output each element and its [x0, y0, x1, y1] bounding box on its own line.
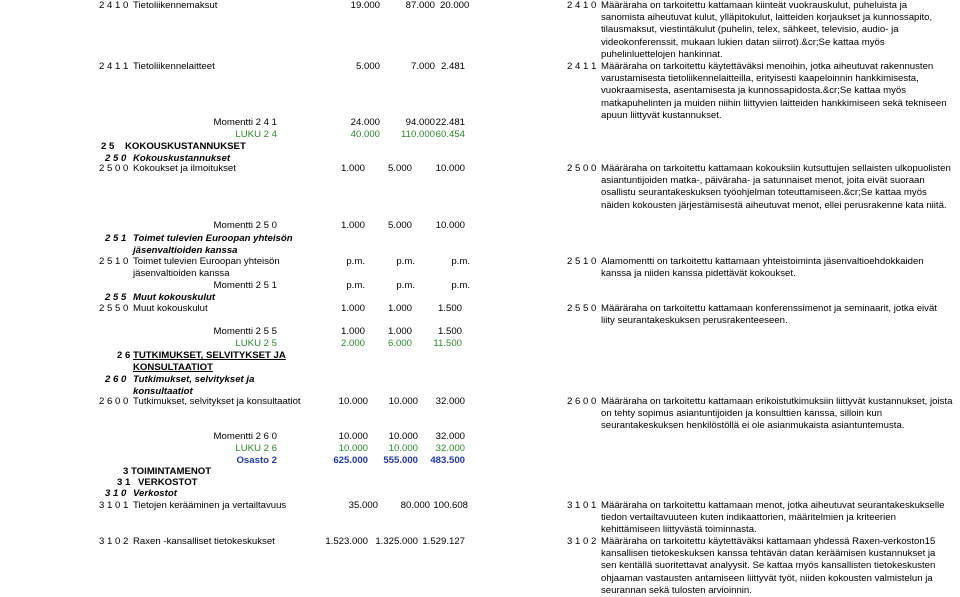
luku-label: LUKU 2 6 [235, 443, 277, 454]
luku-value-2: 10.000 [388, 443, 418, 454]
value-3: 32.000 [435, 396, 465, 407]
luku-value-3: 60.454 [435, 129, 465, 140]
section-heading: KOKOUSKUSTANNUKSET [125, 141, 246, 152]
value-3: 20.000 [440, 0, 470, 11]
total-value-1: 1.000 [340, 326, 365, 337]
subsection-heading: Verkostot [133, 488, 177, 499]
luku-value-3: 11.500 [433, 338, 462, 349]
value-2: 7.000 [410, 61, 435, 72]
value-1: p.m. [346, 256, 365, 267]
osasto-label: Osasto 2 [236, 455, 277, 466]
row-name: Muut kokouskulut [133, 303, 208, 314]
total-value-3: 32.000 [435, 431, 465, 442]
value-3: 2.481 [440, 61, 465, 72]
row-description: Määräraha on tarkoitettu kattamaan konferenssimenot ja seminaarit, jotka eivät liity seurantakeskuksen perusrakenteeseen. [601, 303, 937, 327]
desc-code: 2 5 5 0 [567, 303, 597, 314]
luku-value-3: 32.000 [435, 443, 465, 454]
total-value-1: 1.000 [340, 220, 365, 231]
section-heading: TOIMINTAMENOT [131, 466, 212, 477]
value-1: 35.000 [348, 500, 378, 511]
total-value-2: p.m. [396, 280, 415, 291]
value-1: 10.000 [338, 396, 368, 407]
value-2: 80.000 [400, 500, 430, 511]
value-1: 1.000 [340, 163, 365, 174]
momentti-label: Momentti 2 5 0 [213, 220, 277, 231]
value-1: 1.523.000 [325, 536, 368, 547]
desc-code: 3 1 0 2 [567, 536, 597, 547]
total-value-3: 1.500 [437, 326, 462, 337]
subsection-heading: Toimet tulevien Euroopan yhteisön jäsenvaltioiden kanssa [133, 233, 293, 257]
value-2: 87.000 [405, 0, 435, 11]
value-2: p.m. [396, 256, 415, 267]
momentti-label: Momentti 2 5 1 [213, 280, 277, 291]
row-code: 2 6 0 0 [99, 396, 129, 407]
value-2: 1.325.000 [375, 536, 418, 547]
total-value-1: 24.000 [350, 117, 380, 128]
value-3: p.m. [451, 256, 470, 267]
value-1: 19.000 [350, 0, 380, 11]
subsection-heading: Tutkimukset, selvitykset ja konsultaatiot [133, 374, 255, 398]
osasto-value-1: 625.000 [333, 455, 368, 466]
row-name: Tietoliikennemaksut [133, 0, 218, 11]
total-value-1: p.m. [346, 280, 365, 291]
row-code: 2 4 1 0 [99, 0, 129, 11]
desc-code: 3 1 0 1 [567, 500, 597, 511]
subsection-code: 3 1 0 [105, 488, 127, 499]
value-3: 10.000 [435, 163, 465, 174]
total-value-2: 94.000 [405, 117, 435, 128]
desc-code: 2 5 1 0 [567, 256, 597, 267]
subsection-code: 2 5 0 [105, 153, 127, 164]
desc-code: 2 5 0 0 [567, 163, 597, 174]
total-value-1: 10.000 [338, 431, 368, 442]
section-code: 3 [123, 466, 129, 477]
luku-value-2: 110.000 [401, 129, 435, 140]
value-2: 5.000 [387, 163, 412, 174]
desc-code: 2 4 1 1 [567, 61, 597, 72]
section-code: 3 1 [117, 477, 131, 488]
row-description: Määräraha on tarkoitettu kattamaan menot, jotka aiheutuvat seurantakeskukselle tiedon vertailtavuuteen kuten indikaattorien, määritelmien ja kriteerien kehittämiseen liittyvästä toiminnasta. [601, 500, 945, 536]
luku-label: LUKU 2 4 [235, 129, 277, 140]
row-code: 3 1 0 1 [99, 500, 129, 511]
luku-value-1: 10.000 [338, 443, 368, 454]
row-code: 2 4 1 1 [99, 61, 129, 72]
subsection-code: 2 6 0 [105, 374, 127, 385]
value-3: 1.500 [437, 303, 462, 314]
desc-code: 2 4 1 0 [567, 0, 597, 11]
luku-value-2: 6.000 [387, 338, 412, 349]
osasto-value-2: 555.000 [383, 455, 418, 466]
osasto-value-3: 483.500 [430, 455, 465, 466]
row-description: Määräraha on tarkoitettu kattamaan kiinteät vuokrauskulut, puheluista ja sanomista aiheutuvat kulut, ylläpitokulut, laitteiden korjaukset ja kunnossapito, tilausmaksut, viestintäkulut (puhelin, telex, sähkeet, televisio, audio- ja videokonferenssit, mukaan lukien datan siirrot).&cr;Se kattaa myös puhelinluettelojen hankinnat. [601, 0, 933, 60]
row-description: Määräraha on tarkoitettu kattamaan kokouksiin kutsuttujen sellaisten ulkopuolisten asiantuntijoiden matka-, päiväraha- ja satunnaiset menot, joita eivät suoraan osallistu seurantakeskuksen työohjelman toteuttamiseen.&cr;Se kattaa myös näiden kokousten järjestämisestä aiheutuvat menot, ellei perusrakenne kata niitä. [601, 163, 951, 211]
value-1: 5.000 [355, 61, 380, 72]
luku-label: LUKU 2 5 [235, 338, 277, 349]
row-name: Tutkimukset, selvitykset ja konsultaatiot [133, 396, 301, 407]
momentti-label: Momentti 2 4 1 [213, 117, 277, 128]
row-description: Määräraha on tarkoitettu käytettäväksi menoihin, jotka aiheutuvat rakennusten varustamisesta tietoliikennelaitteilla, erityisesti kaapeloinnin hankkimisesta, vuokraamisesta, asentamisesta ja kunnossapidosta.&cr;Se kattaa myös matkapuhelinten ja muiden niihin liittyvien laitteiden hankkimiseen sekä tekniseen apuun liittyvät kustannukset. [601, 61, 947, 121]
momentti-label: Momentti 2 5 5 [213, 326, 277, 337]
row-name: Tietojen kerääminen ja vertailtavuus [133, 500, 287, 511]
row-name: Raxen -kansalliset tietokeskukset [133, 536, 275, 547]
total-value-3: 22.481 [435, 117, 465, 128]
total-value-3: p.m. [451, 280, 470, 291]
section-heading: VERKOSTOT [138, 477, 198, 488]
value-3: 100.608 [433, 500, 468, 511]
row-name: Toimet tulevien Euroopan yhteisön jäsenvaltioiden kanssa [133, 256, 280, 280]
subsection-code: 2 5 1 [105, 233, 127, 244]
total-value-2: 5.000 [387, 220, 412, 231]
row-name: Kokoukset ja ilmoitukset [133, 163, 236, 174]
section-code: 2 5 [101, 141, 115, 152]
subsection-heading: Muut kokouskulut [133, 292, 216, 303]
value-2: 10.000 [388, 396, 418, 407]
row-code: 2 5 5 0 [99, 303, 129, 314]
subsection-code: 2 5 5 [105, 292, 127, 303]
row-name: Tietoliikennelaitteet [133, 61, 215, 72]
row-description: Määräraha on tarkoitettu kattamaan erikoistutkimuksiin liittyvät kustannukset, joista on tehty sopimus asiantuntijoiden ja konsulttien kanssa, silloin kun seurantakeskuksen henkilöstöllä ei ole asianmukaista asiantuntemusta. [601, 396, 953, 432]
luku-value-1: 40.000 [350, 129, 380, 140]
row-code: 3 1 0 2 [99, 536, 129, 547]
total-value-2: 1.000 [387, 326, 412, 337]
section-heading: TUTKIMUKSET, SELVITYKSET JA KONSULTAATIOT [133, 350, 286, 374]
subsection-heading: Kokouskustannukset [133, 153, 231, 164]
row-code: 2 5 0 0 [99, 163, 129, 174]
value-1: 1.000 [340, 303, 365, 314]
section-code: 2 6 [117, 350, 131, 361]
value-2: 1.000 [387, 303, 412, 314]
value-3: 1.529.127 [422, 536, 465, 547]
row-code: 2 5 1 0 [99, 256, 129, 267]
row-description: Alamomentti on tarkoitettu kattamaan yhteistoiminta jäsenvaltioehdokkaiden kanssa ja niiden kanssa pidettävät kokoukset. [601, 256, 924, 280]
total-value-3: 10.000 [435, 220, 465, 231]
luku-value-1: 2.000 [340, 338, 365, 349]
total-value-2: 10.000 [388, 431, 418, 442]
row-description: Määräraha on tarkoitettu käytettäväksi kattamaan yhdessä Raxen-verkoston15 kansallisen tietokeskuksen kanssa tehtävän datan keräämisen kustannukset ja sen kentällä suoritettavat analyysit. Se kattaa myös kansallisten tietokeskusten ohjaaman vastausten antamiseen liittyvät työt, niiden kokousten valmistelun ja seurannan sekä tulosten arvioinnin. [601, 536, 936, 596]
momentti-label: Momentti 2 6 0 [213, 431, 277, 442]
desc-code: 2 6 0 0 [567, 396, 597, 407]
